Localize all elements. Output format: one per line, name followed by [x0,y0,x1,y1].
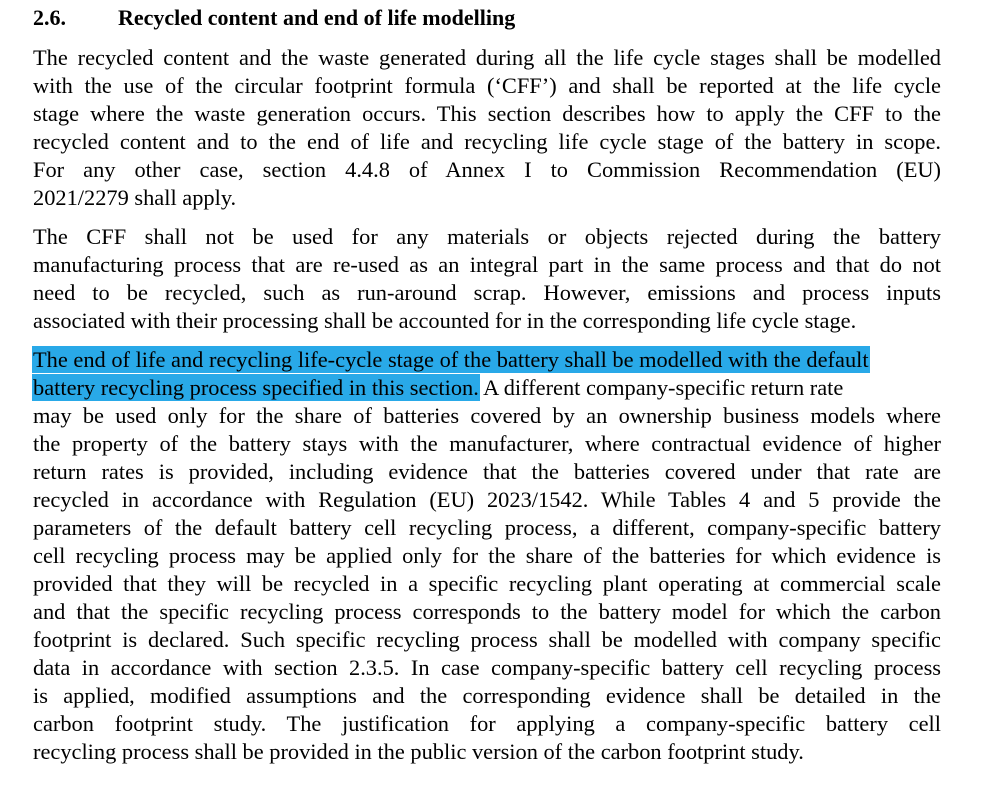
text-line: with the use of the circular footprint formula (‘CFF’) and shall be reported at the life cycle [33,73,941,98]
section-title: Recycled content and end of life modelling [118,5,516,30]
paragraph-cff-exclusions [33,223,941,335]
text-line: the property of the battery stays with the manufacturer, where contractual evidence of higher [33,431,941,456]
highlighted-line[interactable] [33,346,941,374]
text-line: data in accordance with section 2.3.5. In case company-specific battery cell recycling process [33,655,941,680]
text-line: cell recycling process may be applied only for the share of the batteries for which evidence is [33,543,941,568]
text-line: need to be recycled, such as run-around scrap. However, emissions and process inputs [33,280,941,305]
text-line: 2021/2279 shall apply. [33,185,237,210]
text-line: associated with their processing shall be accounted for in the corresponding life cycle stage. [33,308,857,333]
text-line: provided that they will be recycled in a specific recycling plant operating at commercial scale [33,571,941,596]
text-selection-highlight[interactable]: battery recycling process specified in this section. [33,375,479,400]
text-line: may be used only for the share of batteries covered by an ownership business models where [33,403,941,428]
text-line: and that the specific recycling process corresponds to the battery model for which the carbon [33,599,941,624]
text-line: recycling process shall be provided in the public version of the carbon footprint study. [33,739,804,764]
text-line: parameters of the default battery cell recycling process, a different, company-specific battery [33,515,941,540]
text-line: is applied, modified assumptions and the corresponding evidence shall be detailed in the [33,683,941,708]
text-line: return rates is provided, including evidence that the batteries covered under that rate are [33,459,941,484]
text-line: recycled content and to the end of life and recycling life cycle stage of the battery in scope. [33,129,941,154]
text-line: The CFF shall not be used for any materials or objects rejected during the battery [33,224,941,249]
text-line: The recycled content and the waste generated during all the life cycle stages shall be modelled [33,45,941,70]
text-line: stage where the waste generation occurs. This section describes how to apply the CFF to the [33,101,941,126]
text-line: manufacturing process that are re-used as an integral part in the same process and that do not [33,252,941,277]
text-fragment: A different company-specific return rate [478,375,844,400]
text-line: recycled in accordance with Regulation (EU) 2023/1542. While Tables 4 and 5 provide the [33,487,941,512]
text-line: footprint is declared. Such specific recycling process shall be modelled with company specific [33,627,941,652]
paragraph-cff-intro [33,44,941,212]
mixed-line [33,374,941,402]
paragraph-end-of-life [33,346,941,766]
text-selection-highlight[interactable]: The end of life and recycling life-cycle stage of the battery shall be modelled with the default [33,347,869,372]
text-line: carbon footprint study. The justification for applying a company-specific battery cell [33,711,941,736]
section-heading [33,3,515,33]
section-number: 2.6. [33,5,66,30]
text-line: For any other case, section 4.4.8 of Annex I to Commission Recommendation (EU) [33,157,941,182]
